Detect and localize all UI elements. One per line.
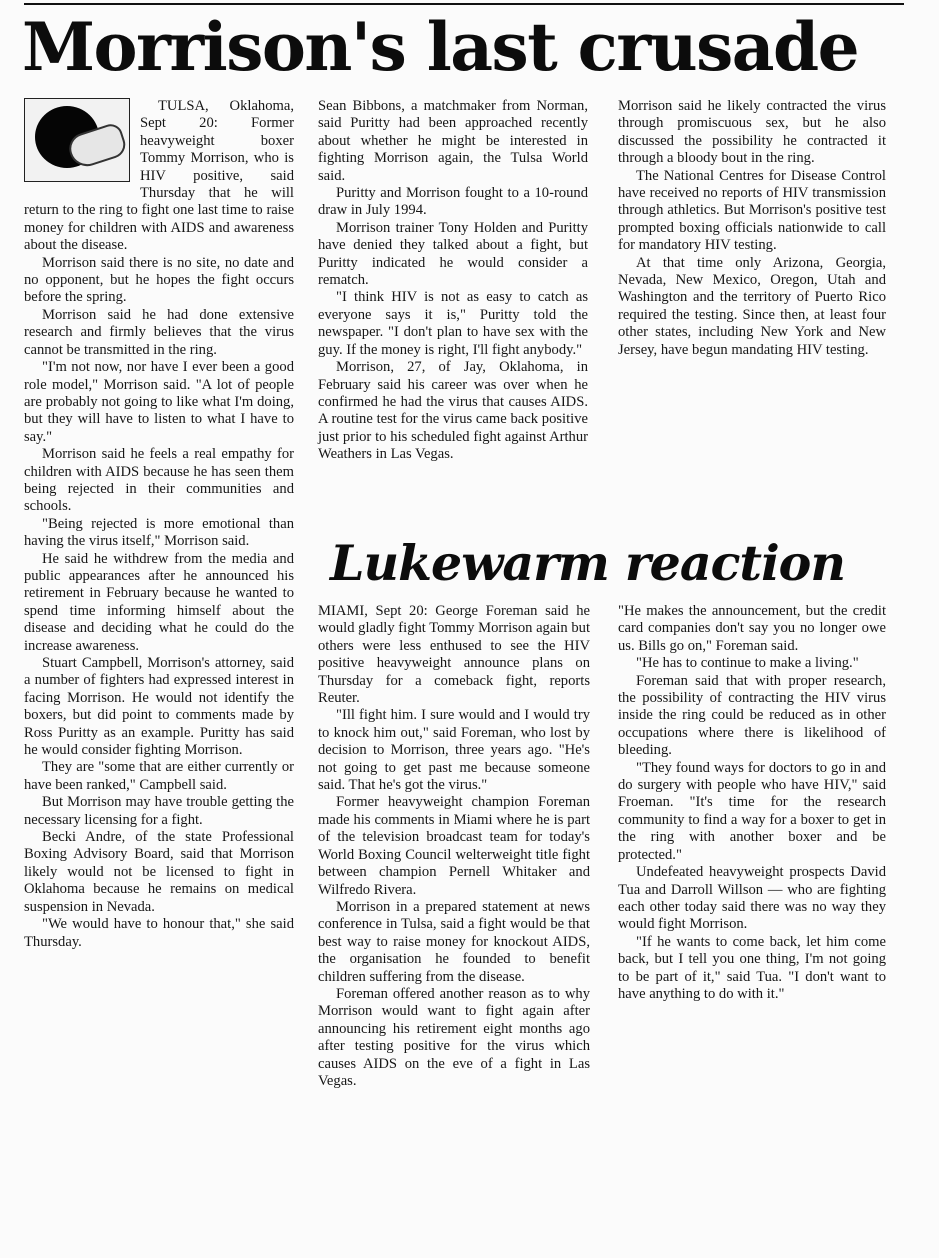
paragraph: "They found ways for doctors to go in and do surgery with people who have HIV," said Froeman. "It's time for the research community to find a way for a boxer to get in the ring with another boxer and be protected." bbox=[618, 759, 886, 863]
article2-column-2 bbox=[618, 603, 886, 1003]
paragraph: They are "some that are either currently or have been ranked," Campbell said. bbox=[24, 759, 294, 793]
article-headline: Morrison's last crusade bbox=[22, 8, 859, 86]
paragraph: Morrison, 27, of Jay, Oklahoma, in February said his career was over when he confirmed he had the virus that causes AIDS. A routine test for the virus came back positive just prior to his scheduled fight against Arthur Weathers in Las Vegas. bbox=[318, 359, 588, 463]
paragraph: Stuart Campbell, Morrison's attorney, said a number of fighters had expressed interest in facing Morrison. He would not identify the boxers, but did point to comments made by Ross Puritty as an example. Puritty has said he would consider fighting Morrison. bbox=[24, 655, 294, 759]
paragraph: Morrison said he feels a real empathy for children with AIDS because he has seen them being rejected in their communities and schools. bbox=[24, 446, 294, 515]
paragraph: "He makes the announcement, but the credit card companies don't say you no longer owe us. Bills go on," Foreman said. bbox=[618, 603, 886, 654]
paragraph: Former heavyweight champion Foreman made his comments in Miami where he is part of the television broadcast team for today's World Boxing Council welterweight title fight between champion Pernell Whitaker and Wilfredo Rivera. bbox=[318, 794, 590, 898]
mugshot-photo bbox=[24, 98, 130, 182]
paragraph: Foreman said that with proper research, the possibility of contracting the HIV virus inside the ring could be reduced as in other occupations where there is likelihood of bleeding. bbox=[618, 672, 886, 759]
paragraph: But Morrison may have trouble getting the necessary licensing for a fight. bbox=[24, 794, 294, 828]
paragraph: Undefeated heavyweight prospects David Tua and Darroll Willson — who are fighting each other today said there was no way they would fight Morrison. bbox=[618, 864, 886, 933]
paragraph: "Being rejected is more emotional than having the virus itself," Morrison said. bbox=[24, 515, 294, 550]
paragraph: Morrison said there is no site, no date and no opponent, but he hopes the fight occurs before the spring. bbox=[24, 254, 294, 306]
paragraph: "If he wants to come back, let him come back, but I tell you one thing, I'm not going to be part of it," said Tua. "I don't want to have anything to do with it." bbox=[618, 933, 886, 1002]
paragraph: Sean Bibbons, a matchmaker from Norman, said Puritty had been approached recently about whether he might be interested in fighting Morrison again, the Tulsa World said. bbox=[318, 98, 588, 184]
paragraph: "We would have to honour that," she said Thursday. bbox=[24, 916, 294, 950]
article2-column-1 bbox=[318, 603, 590, 1090]
paragraph: MIAMI, Sept 20: George Foreman said he would gladly fight Tommy Morrison again but others were less enthused to see the HIV positive heavyweight announce plans on Thursday for a comeback fight, reports Reuter. bbox=[318, 603, 590, 707]
paragraph: The National Centres for Disease Control have received no reports of HIV transmission through athletics. But Morrison's positive test prompted boxing officials nationwide to call for mandatory HIV testing. bbox=[618, 167, 886, 254]
paragraph: "Ill fight him. I sure would and I would try to knock him out," said Foreman, who lost by decision to Morrison, three years ago. "He's not going to get past me because someone said. That he's got the virus." bbox=[318, 707, 590, 794]
paragraph: Becki Andre, of the state Professional Boxing Advisory Board, said that Morrison likely would not be licensed to fight in Oklahoma because he remains on medical suspension in Nevada. bbox=[24, 829, 294, 915]
paragraph: At that time only Arizona, Georgia, Nevada, New Mexico, Oregon, Utah and Washington and the territory of Puerto Rico required the testing. Since then, at least four other states, including New York and New Jersey, have begun mandating HIV testing. bbox=[618, 254, 886, 358]
paragraph: TULSA, Oklahoma, Sept 20: Former heavyweight boxer Tommy Morrison, who is HIV positive, said Thursday that he will return to the ring to fight one last time to raise money for children with AIDS and awareness about the disease. bbox=[24, 98, 294, 254]
paragraph: Morrison in a prepared statement at news conference in Tulsa, said a fight would be that best way to raise money for knockout AIDS, the organisation he founded to benefit children suffering from the disease. bbox=[318, 898, 590, 985]
paragraph: Morrison trainer Tony Holden and Puritty have denied they talked about a fight, but Puritty indicated he would consider a rematch. bbox=[318, 219, 588, 289]
paragraph: He said he withdrew from the media and public appearances after he announced his retirement in February because he wanted to spend time informing himself about the disease and deciding what he could do the increase awareness. bbox=[24, 550, 294, 654]
paragraph: Puritty and Morrison fought to a 10-round draw in July 1994. bbox=[318, 185, 588, 219]
paragraph: "He has to continue to make a living." bbox=[636, 655, 859, 672]
paragraph: Morrison said he likely contracted the virus through promiscuous sex, but he also discussed the possibility he contracted it through a bloody bout in the ring. bbox=[618, 98, 886, 167]
article1-column-1 bbox=[24, 98, 294, 951]
paragraph: Morrison said he had done extensive research and firmly believes that the virus cannot be transmitted in the ring. bbox=[24, 306, 294, 358]
paragraph: "I'm not now, nor have I ever been a good role model," Morrison said. "A lot of people are probably not going to like what I'm doing, but they will have to listen to what I have to say." bbox=[24, 359, 294, 445]
paragraph: "I think HIV is not as easy to catch as everyone says it is," Puritty told the newspaper. "I don't plan to have sex with the guy. If the money is right, I'll fight anybody." bbox=[318, 289, 588, 358]
paragraph: Foreman offered another reason as to why Morrison would want to fight again after announcing his retirement eight months ago after testing positive for the virus which causes AIDS on the eve of a fight in Las Vegas. bbox=[318, 985, 590, 1089]
article1-column-3 bbox=[618, 98, 886, 359]
article1-column-2 bbox=[318, 98, 588, 464]
sub-headline: Lukewarm reaction bbox=[330, 534, 845, 592]
